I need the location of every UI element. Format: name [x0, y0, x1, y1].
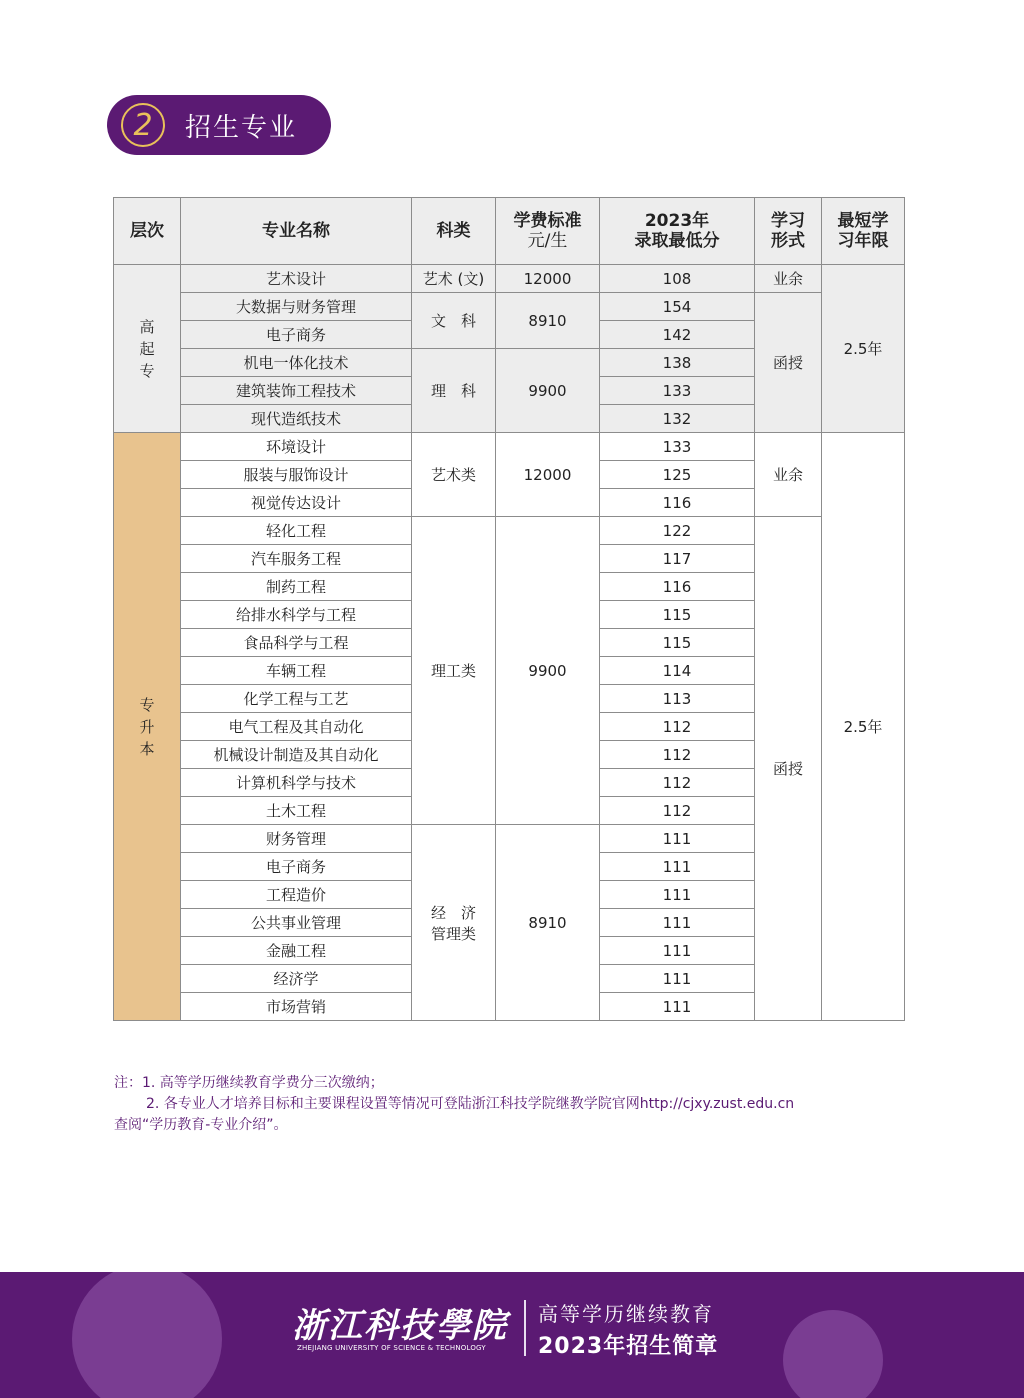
footer-divider	[524, 1300, 526, 1356]
major-name: 食品科学与工程	[181, 629, 412, 657]
level-gqz	[114, 265, 181, 433]
section-title: 招生专业	[185, 112, 298, 143]
note-line-3: 查阅“学历教育-专业介绍”。	[114, 1117, 288, 1133]
level-char: 本	[139, 739, 155, 758]
mode-cell: 函授	[755, 517, 822, 1021]
header-mode-line2: 形式	[771, 231, 805, 251]
fee-cell: 12000	[496, 265, 600, 293]
major-name: 服装与服饰设计	[181, 461, 412, 489]
level-char: 高	[139, 317, 155, 336]
duration-cell: 2.5年	[822, 265, 905, 433]
level-char: 起	[139, 339, 155, 358]
level-char: 专	[139, 695, 155, 714]
score-cell: 111	[600, 825, 755, 853]
header-level: 层次	[114, 198, 181, 265]
duration-cell: 2.5年	[822, 433, 905, 1021]
major-name: 计算机科学与技术	[181, 769, 412, 797]
table-row	[114, 433, 905, 461]
major-name: 电子商务	[181, 321, 412, 349]
score-cell: 142	[600, 321, 755, 349]
score-cell: 112	[600, 741, 755, 769]
major-name: 市场营销	[181, 993, 412, 1021]
score-cell: 111	[600, 909, 755, 937]
university-logo-english: ZHEJIANG UNIVERSITY OF SCIENCE & TECHNOLOGY	[297, 1344, 486, 1352]
table-row	[114, 265, 905, 293]
score-cell: 125	[600, 461, 755, 489]
level-char: 升	[139, 717, 155, 736]
score-cell: 112	[600, 713, 755, 741]
major-name: 机电一体化技术	[181, 349, 412, 377]
header-duration-line1: 最短学	[837, 211, 889, 231]
fee-cell: 9900	[496, 349, 600, 433]
score-cell: 114	[600, 657, 755, 685]
category-cell: 艺术类	[412, 433, 496, 517]
major-name: 艺术设计	[181, 265, 412, 293]
major-name: 电气工程及其自动化	[181, 713, 412, 741]
score-cell: 154	[600, 293, 755, 321]
major-name: 车辆工程	[181, 657, 412, 685]
score-cell: 108	[600, 265, 755, 293]
header-score-line2: 录取最低分	[634, 231, 720, 251]
level-char: 专	[139, 361, 155, 380]
section-header	[107, 95, 331, 155]
major-name: 给排水科学与工程	[181, 601, 412, 629]
header-fee	[496, 198, 600, 265]
notes	[114, 1073, 904, 1136]
major-name: 轻化工程	[181, 517, 412, 545]
major-name: 电子商务	[181, 853, 412, 881]
header-fee-line1: 学费标准	[513, 211, 582, 231]
header-category: 科类	[412, 198, 496, 265]
major-name: 视觉传达设计	[181, 489, 412, 517]
score-cell: 133	[600, 433, 755, 461]
major-name: 环境设计	[181, 433, 412, 461]
fee-cell: 9900	[496, 517, 600, 825]
major-name: 建筑装饰工程技术	[181, 377, 412, 405]
mode-cell: 业余	[755, 433, 822, 517]
table-header-row	[114, 198, 905, 265]
header-mode	[755, 198, 822, 265]
note-line-1: 注：1. 高等学历继续教育学费分三次缴纳；	[114, 1075, 384, 1091]
fee-cell: 8910	[496, 825, 600, 1021]
note-line-2: 2. 各专业人才培养目标和主要课程设置等情况可登陆浙江科技学院继教学院官网http://cjxy.zust.edu.cn	[146, 1096, 795, 1112]
major-name: 工程造价	[181, 881, 412, 909]
header-mode-line1: 学习	[771, 211, 805, 231]
category-line: 管理类	[430, 924, 476, 943]
category-cell	[412, 825, 496, 1021]
category-cell: 艺术 (文)	[412, 265, 496, 293]
score-cell: 115	[600, 629, 755, 657]
category-cell: 理 科	[412, 349, 496, 433]
header-fee-line2: 元/生	[527, 231, 568, 251]
header-duration-line2: 习年限	[837, 231, 889, 251]
score-cell: 111	[600, 965, 755, 993]
score-cell: 112	[600, 797, 755, 825]
score-cell: 116	[600, 489, 755, 517]
major-name: 土木工程	[181, 797, 412, 825]
major-name: 汽车服务工程	[181, 545, 412, 573]
category-cell: 文 科	[412, 293, 496, 349]
score-cell: 113	[600, 685, 755, 713]
decorative-circle	[783, 1310, 883, 1398]
score-cell: 111	[600, 881, 755, 909]
footer-subtitle: 高等学历继续教育	[538, 1302, 714, 1326]
header-major: 专业名称	[181, 198, 412, 265]
score-cell: 138	[600, 349, 755, 377]
major-name: 大数据与财务管理	[181, 293, 412, 321]
major-name: 现代造纸技术	[181, 405, 412, 433]
score-cell: 133	[600, 377, 755, 405]
header-duration	[822, 198, 905, 265]
table-row	[114, 517, 905, 545]
header-score	[600, 198, 755, 265]
score-cell: 132	[600, 405, 755, 433]
mode-cell: 业余	[755, 265, 822, 293]
decorative-circle	[72, 1272, 222, 1398]
footer-title: 2023年招生简章	[538, 1334, 719, 1359]
majors-table	[113, 197, 905, 1021]
mode-cell: 函授	[755, 293, 822, 433]
category-line: 经 济	[430, 903, 476, 922]
score-cell: 117	[600, 545, 755, 573]
score-cell: 112	[600, 769, 755, 797]
table-row	[114, 293, 905, 321]
university-logo-text: 浙江科技學院	[292, 1306, 508, 1346]
major-name: 公共事业管理	[181, 909, 412, 937]
header-score-line1: 2023年	[644, 211, 710, 231]
major-name: 制药工程	[181, 573, 412, 601]
major-name: 化学工程与工艺	[181, 685, 412, 713]
score-cell: 111	[600, 853, 755, 881]
footer-banner	[0, 1272, 1024, 1398]
score-cell: 111	[600, 993, 755, 1021]
score-cell: 122	[600, 517, 755, 545]
major-name: 经济学	[181, 965, 412, 993]
level-zsb	[114, 433, 181, 1021]
major-name: 机械设计制造及其自动化	[181, 741, 412, 769]
major-name: 金融工程	[181, 937, 412, 965]
score-cell: 115	[600, 601, 755, 629]
category-cell: 理工类	[412, 517, 496, 825]
score-cell: 111	[600, 937, 755, 965]
section-number-badge: 2	[121, 103, 165, 147]
fee-cell: 8910	[496, 293, 600, 349]
score-cell: 116	[600, 573, 755, 601]
fee-cell: 12000	[496, 433, 600, 517]
major-name: 财务管理	[181, 825, 412, 853]
